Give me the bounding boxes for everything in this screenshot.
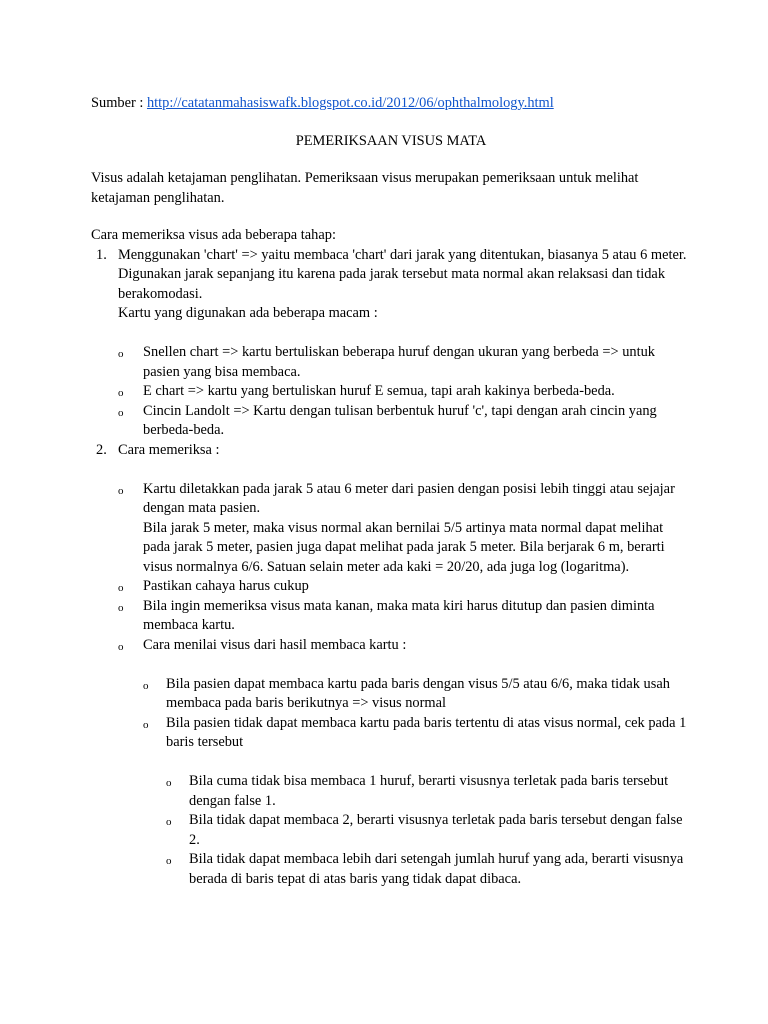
bullet-icon: o xyxy=(118,406,124,419)
document-content xyxy=(91,94,691,889)
list-item: o E chart => kartu yang bertuliskan huruf E semua, tapi arah kakinya berbeda-beda. xyxy=(91,382,691,402)
bullet-icon: o xyxy=(118,348,124,360)
list-item: o Cincin Landolt => Kartu dengan tulisan berbentuk huruf 'c', tapi dengan arah cincin yang berbeda-beda. xyxy=(118,402,657,438)
list-item: o Bila pasien tidak dapat membaca kartu pada baris tertentu di atas visus normal, cek pada 1 baris tersebut xyxy=(143,714,687,750)
steps-intro: Cara memeriksa visus ada beberapa tahap: xyxy=(91,227,336,243)
list-item: o Bila ingin memeriksa visus mata kanan, maka mata kiri harus ditutup dan pasien diminta membaca kartu. xyxy=(118,597,655,633)
bullet-icon: o xyxy=(118,582,124,594)
assessment-list xyxy=(91,675,691,753)
item-continuation: Bila jarak 5 meter, maka visus normal akan bernilai 5/5 artinya mata normal dapat melihat pada jarak 5 meter, pasien juga dapat melihat pada jarak 5 meter. Bila berjarak 6 m, berarti visus normalnya 6/6. Satuan selain meter ada kaki = 20/20, ada juga log (logaritma). xyxy=(143,519,665,575)
step-1-text: Menggunakan 'chart' => yaitu membaca 'chart' dari jarak yang ditentukan, biasanya 5 atau 6 meter. Digunakan jarak sepanjang itu karena pada jarak tersebut mata normal akan relaksasi dan tidak berakomodasi. xyxy=(118,246,687,302)
bullet-icon: o xyxy=(118,640,124,653)
cards-intro: Kartu yang digunakan ada beberapa macam : xyxy=(118,305,378,321)
source-line xyxy=(91,94,691,114)
cards-list xyxy=(91,343,691,441)
list-item: o Cara menilai visus dari hasil membaca kartu : xyxy=(91,636,691,656)
bullet-icon: o xyxy=(118,601,124,614)
list-item: o Bila tidak dapat membaca 2, berarti visusnya terletak pada baris tersebut dengan false 2. xyxy=(166,812,683,848)
bullet-icon: o xyxy=(166,855,172,867)
list-item: o Kartu diletakkan pada jarak 5 atau 6 meter dari pasien dengan posisi lebih tinggi atau sejajar dengan mata pasien. Bila jarak 5 meter, maka visus normal akan bernilai 5/5 artinya mata normal dapat melihat pada jarak 5 meter, pasien juga dapat melihat pada jarak 5 meter. Bila berjarak 6 m, berarti visus normalnya 6/6. Satuan selain meter ada kaki = 20/20, ada juga log (logaritma). xyxy=(91,480,691,578)
bullet-icon: o xyxy=(143,679,149,692)
list-item: o Bila tidak dapat membaca lebih dari setengah jumlah huruf yang ada, berarti visusnya berada di baris tepat di atas baris yang tidak dapat dibaca. xyxy=(166,851,684,887)
source-label: Sumber : xyxy=(91,95,147,111)
sub-assessment-list xyxy=(91,772,691,889)
list-item: o Pastikan cahaya harus cukup xyxy=(91,577,691,597)
step-2-text: Cara memeriksa : xyxy=(118,441,220,458)
bullet-icon: o xyxy=(166,777,172,789)
document-title: PEMERIKSAAN VISUS MATA xyxy=(295,132,487,149)
source-link[interactable]: http://catatanmahasiswafk.blogspot.co.id/2012/06/ophthalmology.html xyxy=(146,95,554,111)
list-item: o Snellen chart => kartu bertuliskan beberapa huruf dengan ukuran yang berbeda => untuk pasien yang bisa membaca. xyxy=(118,344,655,380)
intro-paragraph: Visus adalah ketajaman penglihatan. Pemeriksaan visus merupakan pemeriksaan untuk melihat ketajaman penglihatan. xyxy=(91,170,639,206)
bullet-icon: o xyxy=(166,816,172,828)
bullet-icon: o xyxy=(118,387,124,399)
procedure-list xyxy=(91,480,691,656)
step-2 xyxy=(91,441,691,461)
list-item: o Bila pasien dapat membaca kartu pada baris dengan visus 5/5 atau 6/6, maka tidak usah membaca pada baris berikutnya => visus normal xyxy=(143,675,670,711)
bullet-icon: o xyxy=(143,718,149,731)
bullet-icon: o xyxy=(118,484,124,497)
step-2-number: 2. xyxy=(96,441,107,458)
step-1 xyxy=(91,246,691,324)
step-1-number: 1. xyxy=(96,246,107,263)
list-item: o Bila cuma tidak bisa membaca 1 huruf, berarti visusnya terletak pada baris tersebut dengan false 1. xyxy=(166,773,669,809)
